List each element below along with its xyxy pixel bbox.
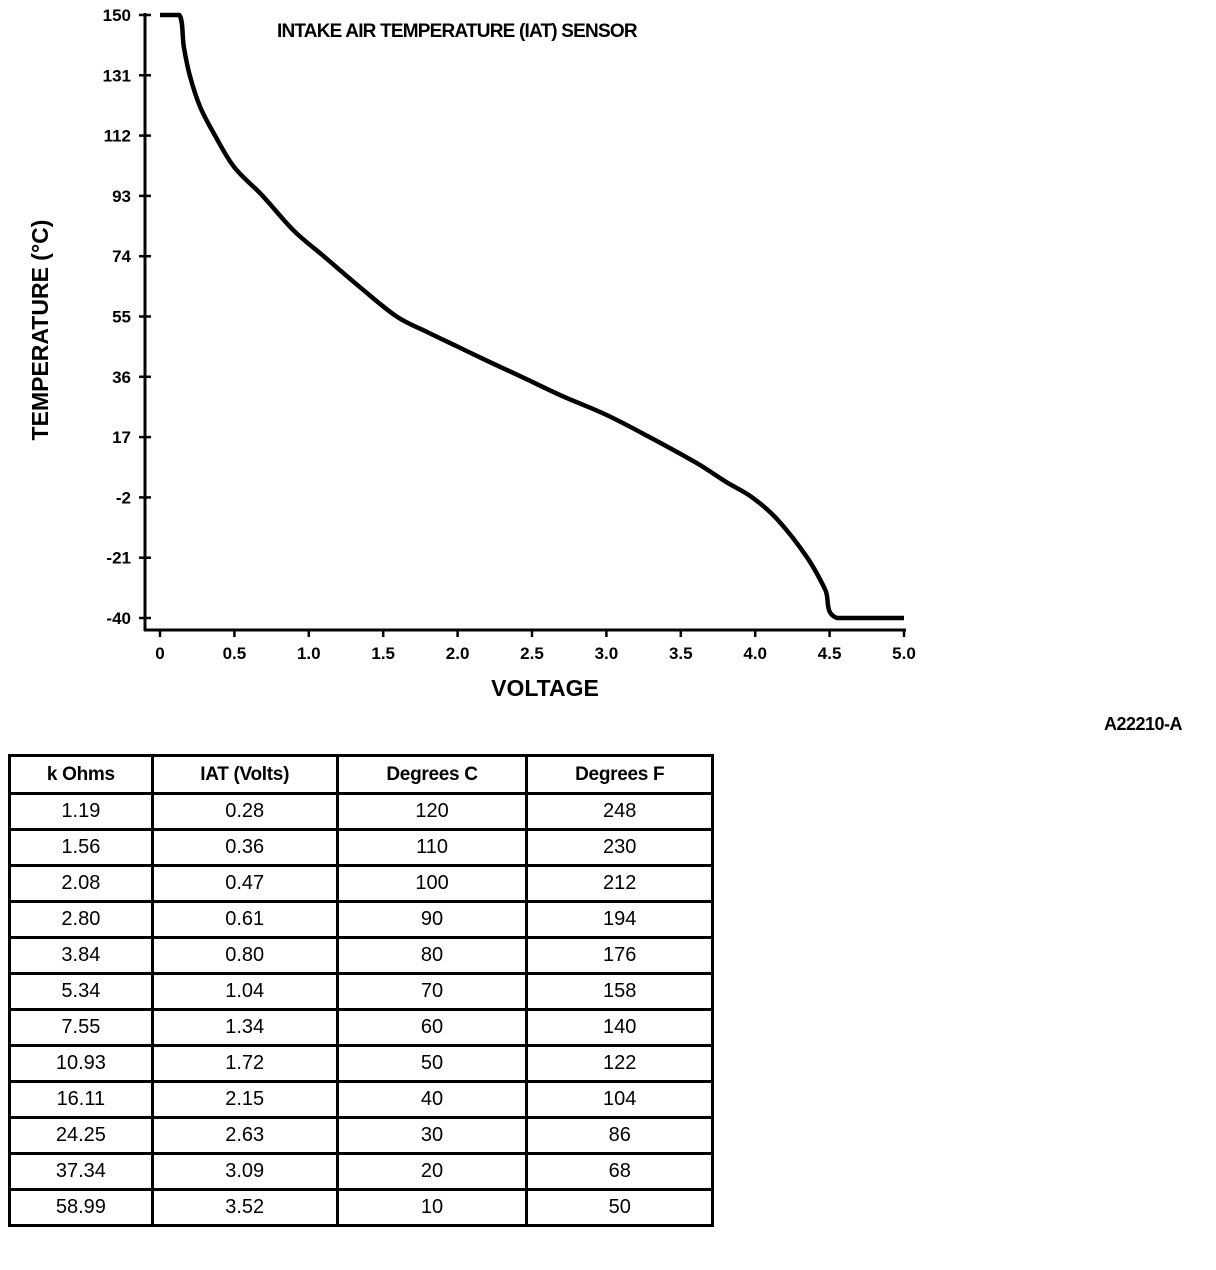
x-tick-label: 3.0 [594,644,619,663]
table-cell: 104 [527,1082,713,1118]
column-header: Degrees C [337,756,527,794]
table-cell: 7.55 [10,1010,153,1046]
table-cell: 40 [337,1082,527,1118]
table-cell: 10.93 [10,1046,153,1082]
table-cell: 24.25 [10,1118,153,1154]
table-cell: 1.56 [10,830,153,866]
table-row [10,866,713,902]
table-cell: 230 [527,830,713,866]
y-tick-label: 36 [112,367,131,387]
y-tick-label: 55 [112,307,131,327]
x-tick-label: 2.5 [520,644,544,663]
table-cell: 90 [337,902,527,938]
table-cell: 58.99 [10,1190,153,1226]
table-cell: 0.28 [152,794,337,830]
x-tick-label: 1.5 [371,644,396,663]
y-tick-label: 131 [102,66,131,86]
table-cell: 5.34 [10,974,153,1010]
table-cell: 122 [527,1046,713,1082]
table-cell: 1.34 [152,1010,337,1046]
table-cell: 68 [527,1154,713,1190]
y-tick-label: -2 [115,488,131,508]
table-cell: 16.11 [10,1082,153,1118]
table-cell: 100 [337,866,527,902]
table-row [10,1190,713,1226]
table-cell: 176 [527,938,713,974]
table-cell: 110 [337,830,527,866]
table-cell: 212 [527,866,713,902]
y-tick-label: 150 [102,6,131,25]
table-cell: 2.80 [10,902,153,938]
series-line-iat [160,15,904,618]
table-cell: 1.04 [152,974,337,1010]
table-cell: 1.19 [10,794,153,830]
table-cell: 10 [337,1190,527,1226]
x-tick-label: 4.5 [817,644,842,663]
x-tick-label: 0.5 [222,644,247,663]
table-cell: 50 [337,1046,527,1082]
table-cell: 0.80 [152,938,337,974]
table-row [10,1154,713,1190]
y-tick-label: 74 [112,247,131,267]
table-cell: 248 [527,794,713,830]
iat-data-table [8,754,714,1227]
table-cell: 140 [527,1010,713,1046]
table-cell: 3.52 [152,1190,337,1226]
x-axis-title: VOLTAGE [491,675,599,701]
table-row [10,938,713,974]
table-row [10,794,713,830]
x-tick-label: 0 [155,644,165,663]
table-cell: 2.15 [152,1082,337,1118]
table-cell: 0.61 [152,902,337,938]
table-cell: 120 [337,794,527,830]
table-row [10,830,713,866]
x-tick-label: 3.5 [668,644,693,663]
table-cell: 1.72 [152,1046,337,1082]
figure-id: A22210-A [1104,714,1183,734]
column-header: k Ohms [10,756,153,794]
table-cell: 60 [337,1010,527,1046]
table-cell: 2.63 [152,1118,337,1154]
table-row [10,974,713,1010]
column-header: IAT (Volts) [152,756,337,794]
table-cell: 2.08 [10,866,153,902]
x-tick-label: 5.0 [892,644,916,663]
y-tick-label: 112 [103,126,131,146]
table-cell: 158 [527,974,713,1010]
table-cell: 30 [337,1118,527,1154]
table-cell: 3.09 [152,1154,337,1190]
y-axis-title: TEMPERATURE (°C) [27,219,53,441]
table-cell: 3.84 [10,938,153,974]
table-cell: 20 [337,1154,527,1190]
table-cell: 0.47 [152,866,337,902]
y-tick-label: 93 [112,186,131,206]
table-cell: 50 [527,1190,713,1226]
table-cell: 86 [527,1118,713,1154]
x-tick-label: 4.0 [743,644,768,663]
x-tick-label: 2.0 [445,644,470,663]
y-tick-label: 17 [112,428,131,448]
table-row [10,1118,713,1154]
table-cell: 37.34 [10,1154,153,1190]
table-header-row [10,756,713,794]
table-cell: 194 [527,902,713,938]
table-row [10,902,713,938]
table-row [10,1010,713,1046]
column-header: Degrees F [527,756,713,794]
table-row [10,1046,713,1082]
table-cell: 0.36 [152,830,337,866]
chart-title: INTAKE AIR TEMPERATURE (IAT) SENSOR [277,21,637,42]
x-tick-label: 1.0 [296,644,321,663]
table-cell: 80 [337,938,527,974]
table-cell: 70 [337,974,527,1010]
table-row [10,1082,713,1118]
y-tick-label: -21 [106,548,131,568]
y-tick-label: -40 [106,609,131,628]
